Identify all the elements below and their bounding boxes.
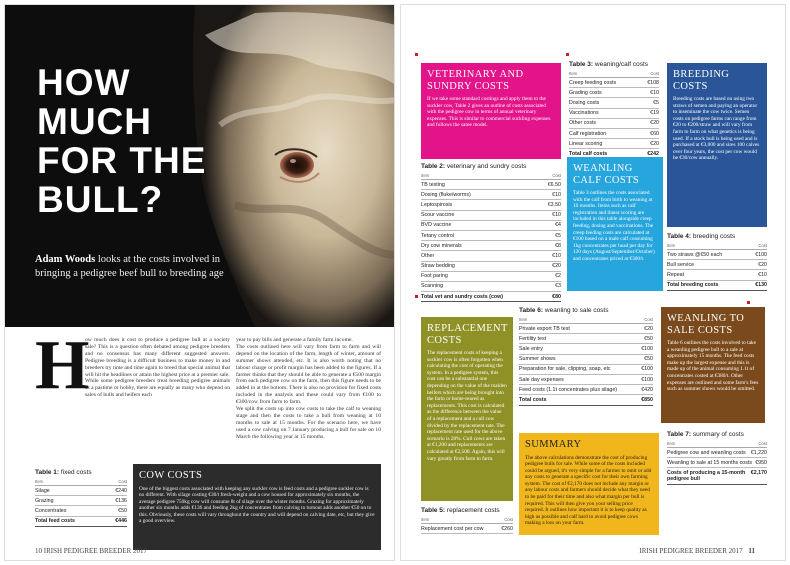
left-page [4, 4, 395, 561]
article-column-1: ow much does it cost to produce a pedigree bull at a society sale? This is a question often debated among pedigree breeders and no consensus has many different suggested answers. Pedigree breeding is a difficult business to make money in and breeders try time and time again to breed that special animal that will hit the headlines or attain the highest price at a premier sale. While some pedigree breeders treat breeding pedigree animals as a pastime or hobby, there are equally as many who depend on sales of bulls and heifers each [85, 337, 230, 399]
table-title: Table 5: replacement costs [421, 507, 500, 514]
table-row: Sale day expenses €100 [519, 375, 653, 385]
box-title: REPLACEMENT COSTS [427, 323, 508, 346]
table-row: Foot paring €2 [421, 272, 561, 282]
intro-text [35, 253, 235, 280]
summary-box [519, 433, 659, 535]
table-row: Grading costs €10 [569, 88, 659, 98]
table-row: Weanling to sale at 15 months costs €950 [667, 458, 767, 468]
page-footer: 10 IRISH PEDIGREE BREEDER 2017 [35, 547, 147, 555]
weanling-calf-box [567, 157, 663, 291]
table-row: Creep feeding costs €108 [569, 78, 659, 88]
table-total-row: Total vet and sundry costs (cow) €80 [421, 292, 561, 302]
table-total-row: Costs of producing a 15-month pedigree bull €2,170 [667, 468, 767, 484]
table-row: Concentrates €50 [35, 506, 127, 516]
table-row: Linear scoring €20 [569, 139, 659, 149]
table-row: Calf registration €60 [569, 129, 659, 139]
replacement-box [421, 317, 513, 501]
table-7 [667, 431, 767, 485]
table-row: Replacement cost per cow €260 [421, 524, 513, 534]
table-row: Private export TB test €20 [519, 324, 653, 334]
table-title: Table 6: weanling to sale costs [519, 307, 609, 314]
table-1 [35, 469, 127, 527]
table-row: Grazing €136 [35, 496, 127, 506]
article-column-2: year to pay bills and generate a family farm income. The costs outlined here will vary from farm to farm and will depend on the location of the farm, length of winter, amount of summer shows attended, etc. It is also worth noting that no labour charge or profit margin has been added to the figures. If a farmer thinks that they should be able to generate a €500 margin from each pedigree cow on the farm, then this figure needs to be added in at the bottom. There is also no provision for fixed costs included in the analysis and these could vary from €100 to €300/cow from farm to farm. We split the costs up into cow costs to take the calf to weaning stage and then the costs to take a bull from weaning at 10 months to sale at 15 months. For the scenario here, we have used a cow calving on 7 January producing a bull for sale on 10 March the following year at 15 months. [236, 337, 381, 440]
table-total-row: Total breeding costs €130 [667, 281, 767, 291]
table-row: Dosing (fluke/worms) €10 [421, 190, 561, 200]
box-body: Table 6 outlines the costs involved to take a weanling pedigree bull to a sale at approximately 15 months. The feed costs make up the largest expense and this is made up of the animal consuming 1.1t of concentrates costed at €380/t. Other expenses are outlined and some farm's fees such as summer shows would be omitted. [667, 340, 759, 393]
table-row: Dosing costs €5 [569, 98, 659, 108]
table-row: Silage €240 [35, 486, 127, 496]
table-row: Dry cow minerals €8 [421, 241, 561, 251]
footer-publication: IRISH PEDIGREE BREEDER 2017 [639, 547, 743, 555]
table-title: Table 4: breeding costs [667, 233, 736, 240]
table-row: Other €10 [421, 251, 561, 261]
box-title: SUMMARY [525, 439, 582, 450]
table-header: Item Cost [519, 317, 653, 322]
breeding-box [667, 63, 767, 227]
table-total-row: Total calf costs €242 [569, 149, 659, 159]
table-header: Item Cost [667, 441, 767, 446]
table-title: Table 2: veterinary and sundry costs [421, 163, 527, 170]
page-footer [639, 547, 755, 555]
box-body: Breeding costs are based on using two straws of semen and paying an operator to inseminate the cow twice. Semen costs on pedigree farms can range from €20 to €200/straw and will vary from farm to farm on what genetics is being used. If a stock bull is being used and is purchased at €3,000 and sires 100 calves over four years, the cost per cow would be €30/cow annually. [673, 96, 760, 162]
intro-author: Adam Woods [35, 254, 96, 265]
table-row: Bull service €20 [667, 260, 767, 270]
table-row: Straw bedding €20 [421, 262, 561, 272]
box-title: VETERINARY AND SUNDRY COSTS [427, 69, 524, 92]
box-title: WEANLING CALF COSTS [573, 163, 640, 186]
table-row: Preparation for sale, clipping, soap, etc €100 [519, 365, 653, 375]
table-row: Scanning €3 [421, 282, 561, 292]
table-row: Pedigree cow and weanling costs €1,220 [667, 448, 767, 458]
table-4 [667, 233, 767, 291]
table-header: Item Cost [421, 517, 513, 522]
box-title: WEANLING TO SALE COSTS [667, 313, 745, 336]
table-row: Repeat €10 [667, 270, 767, 280]
table-row: Scour vaccine €10 [421, 211, 561, 221]
box-title: BREEDING COSTS [673, 69, 730, 92]
box-body: The above calculations demonstrate the cost of producing pedigree bulls for sale. While some of the costs included could be argued, it's very simple for a farmer to omit or add any costs to generate a specific cost for their own farming system. The cost of €2,170 does not include any margin or any labour costs and farmers should decide what they need to be paid for their time and also what margin per bull is required. This will then give you your selling price required. It outlines how important it is to keep quality as high as possible and calf hard to avoid pedigree cows making a loss on your farm. [525, 454, 652, 527]
right-page [400, 4, 786, 561]
table-row: Other costs €20 [569, 119, 659, 129]
table-row: Fertility test €50 [519, 334, 653, 344]
table-row: Sale entry €100 [519, 344, 653, 354]
box-body: Table 3 outlines the costs associated with the calf from birth to weaning at 10 months. Items such as calf registration and linear scoring are included in this table alongside creep feeding, dosing and vaccinations. The creep feeding costs are calculated at €100 based on a male calf consuming 1kg concentrates per head per day for 120 days (August/September/October) and concentrates priced at €300/t. [573, 190, 655, 262]
table-total-row: Total costs €850 [519, 395, 653, 405]
box-body: One of the biggest costs associated with keeping any suckler cow is feed costs and a pedigree suckler cow is no different. With silage costing €30/t fresh-weight and a cow housed for approximately six months, the average pedigree 750kg cow will consume 8t of silage over the winter months. Grazing for approximately another six months adds €136 and feeding 2kg of concentrates from calving to turnout adds another €50 on to this. Obviously, these costs will vary throughout the country and will depend on calving date, etc, but they give a good overview. [139, 485, 375, 525]
table-title: Table 1: fixed costs [35, 469, 92, 476]
table-5 [421, 507, 513, 534]
table-2 [421, 163, 561, 302]
table-row: BVD vaccine €4 [421, 221, 561, 231]
table-3 [569, 61, 659, 160]
hero-photo [5, 5, 395, 327]
box-body: The replacement costs of keeping a suckler cow is often forgotten when calculating the cost of operating the system. In a pedigree system, this cost can be a substantial one depending on the value of the maiden heifers which are being brought into the farm or home-reared as replacements. This cost is calculated as the difference between the value of a replacement and a cull cow divided by the replacement rate. The replacement rate used for the above scenario is 20%. Cull cows are taken at €1,200 and replacements are calculated at €2,500. Again, this will vary greatly from farm to farm. [427, 350, 507, 462]
table-title: Table 3: weaning/calf costs [569, 61, 649, 68]
table-header: Item Cost [421, 173, 561, 178]
bull-eye [280, 152, 314, 178]
table-title: Table 7: summary of costs [667, 431, 744, 438]
box-body: If we take some standard costings and apply them to the suckler cow, Table 2 gives an outline of costs associated with the pedigree cow in terms of annual veterinary expenses. This is similar to commercial suckling expenses and follows the same model. [427, 96, 551, 129]
box-title: COW COSTS [139, 470, 203, 481]
table-header: Item Cost [35, 479, 127, 484]
headline: HOW MUCH FOR THE BULL? [37, 62, 207, 220]
table-header: Item Cost [569, 71, 659, 76]
page-number: 11 [748, 547, 755, 555]
table-total-row: Total feed costs €446 [35, 517, 127, 527]
table-row: Leptospirosis €3.50 [421, 200, 561, 210]
table-row: TB testing €6.50 [421, 180, 561, 190]
table-row: Feed costs (1.1t concentrates plus silage) €420 [519, 385, 653, 395]
table-row: Summer shows €50 [519, 355, 653, 365]
table-row: Two straws @€50 each €100 [667, 250, 767, 260]
intro-body: looks at the costs involved in bringing a pedigree beef bull to breeding age [35, 254, 224, 279]
table-header: Item Cost [667, 243, 767, 248]
table-row: Vaccinations €19 [569, 109, 659, 119]
veterinary-box [421, 63, 561, 159]
weanling-to-sale-box [661, 307, 765, 423]
table-row: Tetany control €5 [421, 231, 561, 241]
table-6 [519, 307, 653, 406]
dropcap: H [35, 327, 90, 404]
cow-costs-box [133, 464, 381, 550]
